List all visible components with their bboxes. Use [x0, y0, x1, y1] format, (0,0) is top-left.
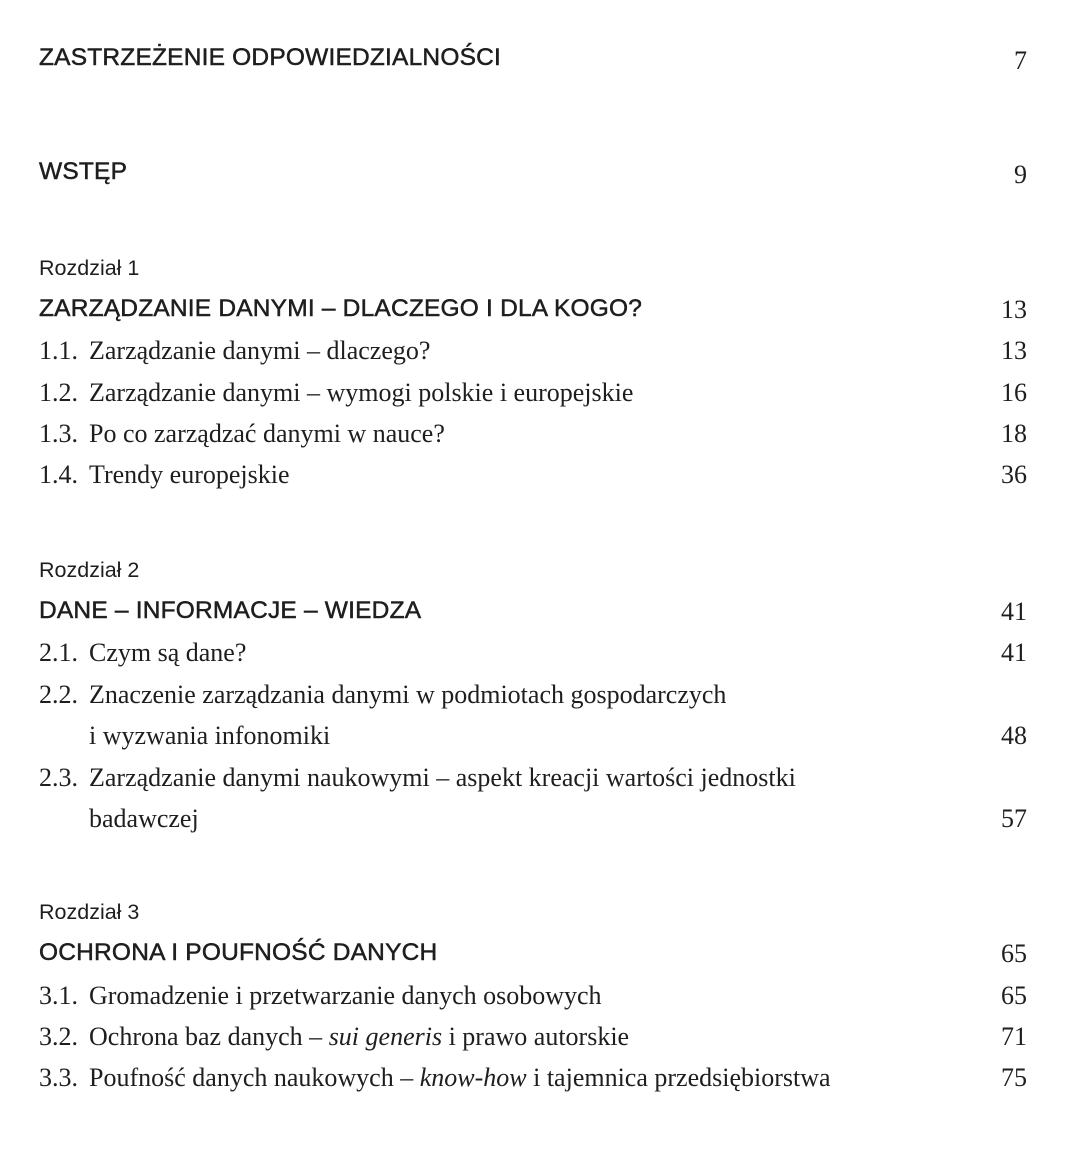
- section-number: 2.1.: [39, 638, 78, 667]
- section-number: 3.3.: [39, 1063, 78, 1092]
- section-title-part: i prawo autorskie: [442, 1022, 630, 1051]
- chapter-1-label: Rozdział 1: [39, 256, 140, 280]
- chapter-2-title: DANE – INFORMACJE – WIEDZA: [39, 597, 422, 624]
- page-number: 71: [1001, 1022, 1027, 1051]
- page-number: 65: [1001, 981, 1027, 1010]
- section-title: Czym są dane?: [89, 638, 247, 667]
- section-title: [89, 1022, 629, 1052]
- page-number: 7: [1014, 46, 1027, 75]
- page-number: 48: [1001, 721, 1027, 750]
- section-number: 1.2.: [39, 378, 78, 407]
- section-title: Po co zarządzać danymi w nauce?: [89, 419, 445, 448]
- page-number: 9: [1014, 160, 1027, 189]
- page-number: 41: [1001, 638, 1027, 667]
- chapter-3-label: Rozdział 3: [39, 900, 140, 924]
- section-title: Trendy europejskie: [89, 460, 290, 489]
- section-title-line-2: badawczej: [89, 804, 199, 833]
- section-number: 1.4.: [39, 460, 78, 489]
- section-title-italic: sui generis: [328, 1022, 443, 1051]
- entry-title: WSTĘP: [39, 158, 128, 185]
- section-number: 3.1.: [39, 981, 78, 1010]
- page-number: 65: [1001, 939, 1027, 968]
- section-title-line-2: i wyzwania infonomiki: [89, 721, 331, 750]
- section-title: Gromadzenie i przetwarzanie danych osobowych: [89, 981, 602, 1010]
- section-number: 3.2.: [39, 1022, 78, 1051]
- section-number: 1.1.: [39, 336, 78, 365]
- section-title-italic: know-how: [419, 1063, 527, 1092]
- page-number: 57: [1001, 804, 1027, 833]
- section-title-line-1: Zarządzanie danymi naukowymi – aspekt kreacji wartości jednostki: [89, 763, 796, 792]
- page-number: 16: [1001, 378, 1027, 407]
- section-title: Zarządzanie danymi – wymogi polskie i europejskie: [89, 378, 634, 407]
- chapter-2-label: Rozdział 2: [39, 558, 140, 582]
- section-title: Zarządzanie danymi – dlaczego?: [89, 336, 431, 365]
- section-title-part: Ochrona baz danych –: [89, 1022, 329, 1051]
- page-number: 13: [1001, 295, 1027, 324]
- chapter-1-title: ZARZĄDZANIE DANYMI – DLACZEGO I DLA KOGO?: [39, 295, 643, 322]
- section-title: [89, 1063, 831, 1093]
- page-number: 75: [1001, 1063, 1027, 1092]
- section-number: 2.2.: [39, 680, 78, 709]
- page-number: 13: [1001, 336, 1027, 365]
- section-number: 2.3.: [39, 763, 78, 792]
- section-title-line-1: Znaczenie zarządzania danymi w podmiotach gospodarczych: [89, 680, 727, 709]
- entry-title: ZASTRZEŻENIE ODPOWIEDZIALNOŚCI: [39, 44, 502, 71]
- page-number: 41: [1001, 597, 1027, 626]
- section-title-part: Poufność danych naukowych –: [89, 1063, 420, 1092]
- section-number: 1.3.: [39, 419, 78, 448]
- page-number: 18: [1001, 419, 1027, 448]
- section-title-part: i tajemnica przedsiębiorstwa: [526, 1063, 831, 1092]
- chapter-3-title: OCHRONA I POUFNOŚĆ DANYCH: [39, 939, 438, 966]
- page-number: 36: [1001, 460, 1027, 489]
